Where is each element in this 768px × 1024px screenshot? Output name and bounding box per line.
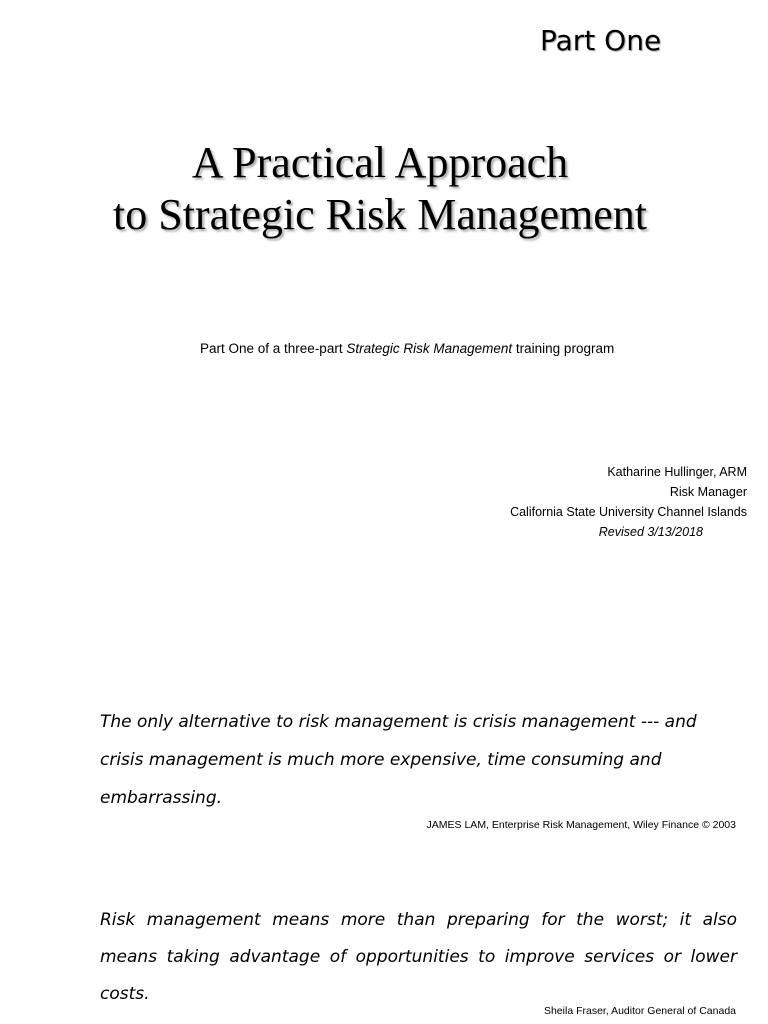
quote-1: The only alternative to risk management is crisis management --- and crisis management is much more expensive, time consuming and embarrassing. bbox=[100, 712, 697, 808]
document-title-line-1: A Practical Approach bbox=[191, 138, 569, 187]
quote-2: Risk management means more than preparing for the worst; it also means taking advantage of opportunities to improve services or lower costs. bbox=[100, 910, 737, 1004]
quote-1-attribution: JAMES LAM, Enterprise Risk Management, Wiley Finance © 2003 bbox=[426, 819, 736, 831]
subtitle bbox=[200, 341, 614, 356]
subtitle-program-name: Strategic Risk Management bbox=[346, 341, 513, 356]
revision-date: Revised 3/13/2018 bbox=[598, 525, 703, 539]
part-label: Part One bbox=[540, 24, 662, 57]
subtitle-suffix: training program bbox=[512, 341, 615, 356]
document-title-line-2: to Strategic Risk Management bbox=[113, 190, 647, 239]
author-block bbox=[510, 462, 747, 542]
subtitle-prefix: Part One of a three-part bbox=[200, 341, 347, 356]
author-institution: California State University Channel Islands bbox=[510, 505, 747, 519]
quote-2-attribution: Sheila Fraser, Auditor General of Canada bbox=[543, 1005, 736, 1017]
author-name: Katharine Hullinger, ARM bbox=[607, 465, 747, 479]
author-role: Risk Manager bbox=[669, 485, 747, 499]
